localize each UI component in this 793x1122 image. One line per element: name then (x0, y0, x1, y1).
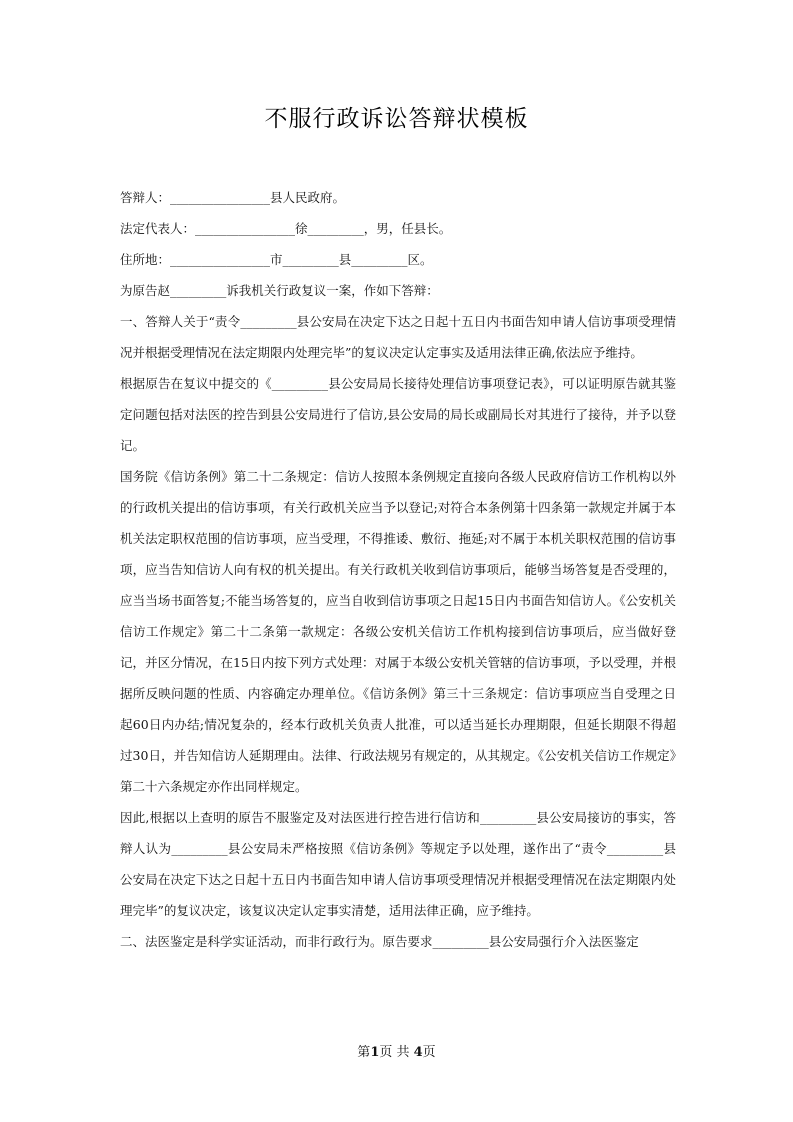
footer-prefix: 第 (357, 1045, 371, 1060)
address-line: 住所地：________________市_________县_________区。 (120, 252, 433, 267)
intro-paragraph: 为原告赵_________诉我机关行政复议一案，作如下答辩： (120, 283, 439, 298)
section-two-paragraph: 二、法医鉴定是科学实证活动，而非行政行为。原告要求_________县公安局强行介入法医鉴定 (120, 934, 639, 949)
total-page-number: 4 (413, 1045, 423, 1060)
footer-middle: 页 共 (379, 1045, 414, 1060)
legal-representative-line: 法定代表人：________________徐_________，男，任县长。 (120, 221, 452, 236)
respondent-line: 答辩人：________________县人民政府。 (120, 190, 346, 205)
document-title: 不服行政诉讼答辩状模板 (264, 106, 529, 132)
conclusion-paragraph: 因此,根据以上查明的原告不服鉴定及对法医进行控告进行信访和_________县公安局接访的事实，答辩人认为_________县公安局未严格按照《信访条例》等规定予以处理，遂作出了“责令_________县公安局在决定下达之日起十五日内书面告知申请人信访事项受理情况并根据受理情况在法定期限内处理完毕”的复议决定，该复议决定认定事实清楚，适用法律正确，应予维持。 (120, 810, 676, 918)
regulation-paragraph: 国务院《信访条例》第二十二条规定：信访人按照本条例规定直接向各级人民政府信访工作机构以外的行政机关提出的信访事项，有关行政机关应当予以登记;对符合本条例第十四条第一款规定并属于本机关法定职权范围的信访事项，应当受理，不得推诿、敷衍、拖延;对不属于本机关职权范围的信访事项，应当告知信访人向有权的机关提出。有关行政机关收到信访事项后，能够当场答复是否受理的，应当当场书面答复;不能当场答复的，应当自收到信访事项之日起15日内书面告知信访人。《公安机关信访工作规定》第二十二条第一款规定：各级公安机关信访工作机构接到信访事项后，应当做好登记，并区分情况，在15日内按下列方式处理：对属于本级公安机关管辖的信访事项，予以受理，并根据所反映问题的性质、内容确定办理单位。《信访条例》第三十三条规定：信访事项应当自受理之日起60日内办结;情况复杂的，经本行政机关负责人批准，可以适当延长办理期限，但延长期限不得超过30日，并告知信访人延期理由。法律、行政法规另有规定的，从其规定。《公安机关信访工作规定》第二十六条规定亦作出同样规定。 (120, 469, 676, 794)
current-page-number: 1 (370, 1045, 380, 1060)
footer-suffix: 页 (422, 1045, 436, 1060)
evidence-paragraph: 根据原告在复议中提交的《_________县公安局局长接待处理信访事项登记表》，可以证明原告就其鉴定问题包括对法医的控告到县公安局进行了信访,县公安局的局长或副局长对其进行了接待，并予以登记。 (120, 376, 676, 453)
document-body (120, 182, 676, 957)
section-one-heading-paragraph: 一、答辩人关于“责令_________县公安局在决定下达之日起十五日内书面告知申请人信访事项受理情况并根据受理情况在法定期限内处理完毕”的复议决定认定事实及适用法律正确,依法应予维持。 (120, 314, 676, 360)
page-footer (0, 1041, 793, 1060)
